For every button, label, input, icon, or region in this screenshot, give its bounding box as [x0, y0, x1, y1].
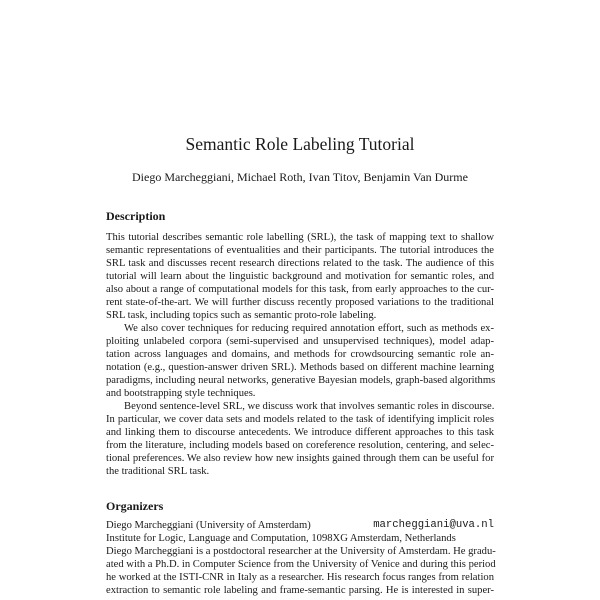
description-line: paradigms, including neural networks, generative Bayesian models, graph-based algorithms [106, 375, 496, 386]
description-line: This tutorial describes semantic role labelling (SRL), the task of mapping text to shallow [106, 232, 494, 243]
description-line: the traditional SRL task. [106, 466, 210, 477]
organizers-heading: Organizers [106, 499, 164, 513]
description-line: from the literature, including models based on coreference resolution, centering, and selec- [106, 440, 494, 451]
description-line: In particular, we cover data sets and models related to the task of identifying implicit roles [106, 414, 494, 425]
organizer-bio-line: ated with a Ph.D. in Computer Science from the University of Venice and during this period [106, 559, 496, 570]
description-line: and bootstrapping style techniques. [106, 388, 256, 399]
organizer-bio-line: he worked at the ISTI-CNR in Italy as a researcher. His research focus ranges from relation [106, 572, 494, 583]
organizer-bio-line: extraction to semantic role labeling and frame-semantic parsing. He is interested in super- [106, 585, 494, 596]
description-line: notation (e.g., question-answer driven SRL). Methods based on different machine learning [106, 362, 494, 373]
organizer-affiliation: Institute for Logic, Language and Computation, 1098XG Amsterdam, Netherlands [106, 533, 456, 544]
description-line: tutorial will learn about the linguistic background and motivation for semantic roles, and [106, 271, 494, 282]
description-line: tation across languages and domains, and methods for crowdsourcing semantic role an- [106, 349, 494, 360]
description-line: ploiting unlabeled corpora (semi-supervised and unsupervised techniques), model adap- [106, 336, 494, 347]
description-heading: Description [106, 209, 166, 223]
description-line: rent state-of-the-art. We will further discuss recently proposed variations to the traditional [106, 297, 494, 308]
organizer-bio-line: Diego Marcheggiani is a postdoctoral researcher at the University of Amsterdam. He gradu- [106, 546, 496, 557]
description-line: and linking them to discourse antecedents. We introduce different approaches to this task [106, 427, 494, 438]
description-line: semantic representations of eventualities and their participants. The tutorial introduces the [106, 245, 494, 256]
paper-title: Semantic Role Labeling Tutorial [185, 134, 415, 154]
description-line: SRL task, including topics such as semantic proto-role labeling. [106, 310, 377, 321]
description-line: SRL task and discusses recent research directions related to the task. The audience of this [106, 258, 494, 269]
description-line: also about a range of computational models for this task, from early approaches to the cur- [106, 284, 494, 295]
organizer-name: Diego Marcheggiani (University of Amsterdam) [106, 520, 311, 531]
author-list: Diego Marcheggiani, Michael Roth, Ivan Titov, Benjamin Van Durme [132, 170, 468, 184]
organizer-email[interactable]: marcheggiani@uva.nl [373, 519, 494, 531]
description-line: Beyond sentence-level SRL, we discuss work that involves semantic roles in discourse. [124, 401, 495, 412]
description-line: tional preferences. We also review how new insights gained through them can be useful for [106, 453, 494, 464]
description-line: We also cover techniques for reducing required annotation effort, such as methods ex- [124, 323, 494, 334]
